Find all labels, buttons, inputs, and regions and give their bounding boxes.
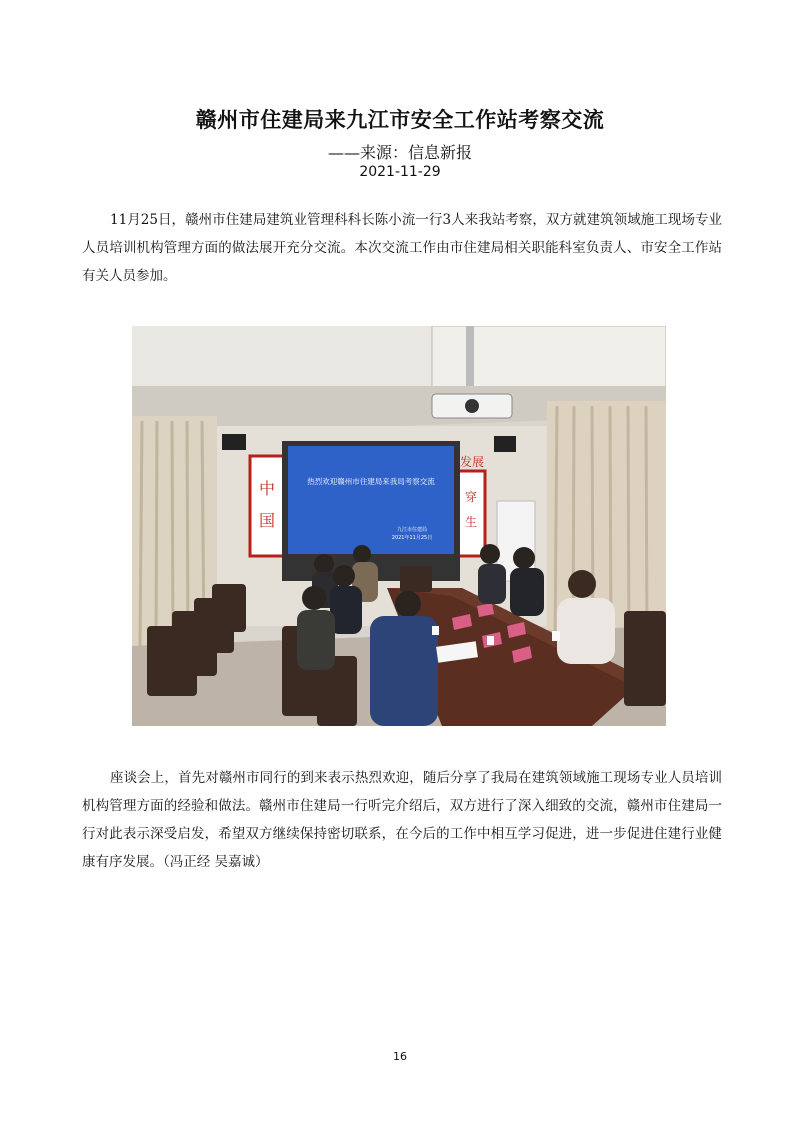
svg-text:穿: 穿 (464, 490, 478, 504)
paragraph-intro: 11月25日，赣州市住建局建筑业管理科科长陈小流一行3人来我站考察，双方就建筑领域施工现场专业人员培训机构管理方面的做法展开充分交流。本次交流工作由市住建局相关职能科室负责人、市安全工作站有关人员参加。 (82, 212, 722, 284)
screen-date: 2021年11月25日 (391, 535, 433, 541)
article-title: 赣州市住建局来九江市安全工作站考察交流 (195, 107, 605, 132)
screen-welcome-text: 热烈欢迎赣州市住建局来我局考察交流 (307, 477, 435, 486)
screen-subtext: 九江市住建局 (396, 527, 428, 533)
svg-text:生: 生 (464, 515, 478, 529)
article-source: ——来源：信息新报 (327, 143, 472, 162)
svg-text:国: 国 (258, 511, 276, 530)
banner-top-text: 发展 (459, 455, 485, 469)
meeting-photo-illustration (132, 326, 666, 726)
paragraph-body: 座谈会上，首先对赣州市同行的到来表示热烈欢迎，随后分享了我局在建筑领域施工现场专业人员培训机构管理方面的经验和做法。赣州市住建局一行听完介绍后，双方进行了深入细致的交流，赣州市住建局一行对此表示深受启发，希望双方继续保持密切联系，在今后的工作中相互学习促进，进一步促进住建行业健康有序发展。（冯正经 吴嘉诚） (82, 770, 722, 870)
meeting-photo (132, 326, 666, 726)
page-number: 16 (393, 1050, 407, 1063)
article-date: 2021-11-29 (359, 164, 441, 180)
banner-left-text: 中 (258, 479, 276, 498)
